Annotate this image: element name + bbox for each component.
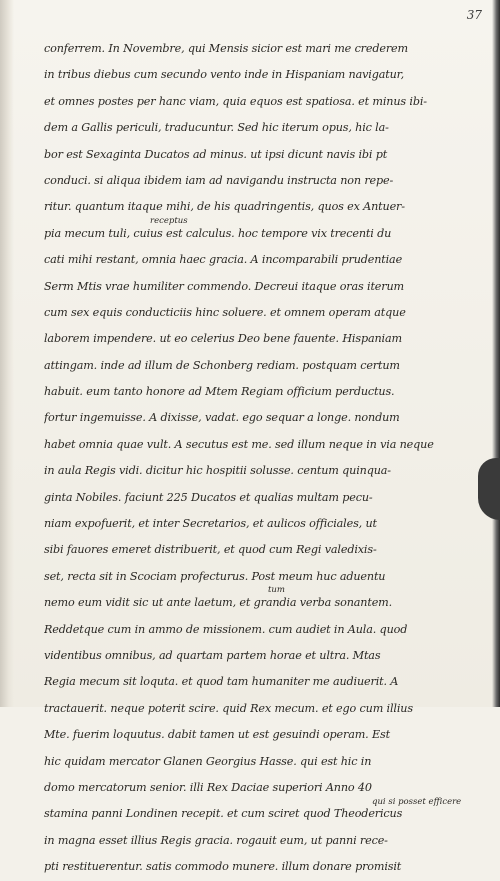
manuscript-line: sibi fauores emeret distribuerit, et quod cum Regi valedixis- — [44, 543, 377, 557]
manuscript-line: in aula Regis vidi. dicitur hic hospitii solusse. centum quinqua- — [44, 464, 391, 478]
manuscript-line: pti restituerentur. satis commodo munere. illum donare promisit — [44, 860, 402, 874]
manuscript-line: attingam. inde ad illum de Schonberg rediam. postquam certum — [44, 358, 400, 372]
manuscript-line: domo mercatorum senior. illi Rex Daciae superiori Anno 40 — [44, 780, 372, 794]
manuscript-line: nemo eum vidit sic ut ante laetum, et grandia verba sonantem. — [44, 596, 393, 610]
manuscript-line: videntibus omnibus, ad quartam partem horae et ultra. Mtas — [44, 648, 381, 662]
page-edge — [492, 0, 500, 707]
manuscript-line: laborem impendere. ut eo celerius Deo bene fauente. Hispaniam — [44, 332, 402, 346]
interlinear-note: receptus — [150, 215, 188, 226]
manuscript-line: Mte. fuerim loquutus. dabit tamen ut est gesuindi operam. Est — [44, 728, 390, 742]
manuscript-line: cati mihi restant, omnia haec gracia. A incomparabili prudentiae — [44, 253, 403, 267]
manuscript-line: et omnes postes per hanc viam, quia equos est spatiosa. et minus ibi- — [44, 94, 427, 108]
manuscript-line: stamina panni Londinen recepit. et cum sciret quod Theodericus — [44, 807, 403, 821]
folio-number: 37 — [466, 8, 482, 22]
interlinear-note: qui si posset efficere — [372, 796, 462, 807]
manuscript-line: cum sex equis conducticiis hinc soluere. et omnem operam atque — [44, 305, 406, 319]
manuscript-line: fortur ingemuisse. A dixisse, vadat. ego sequar a longe. nondum — [44, 411, 400, 425]
manuscript-line: habet omnia quae vult. A secutus est me. sed illum neque in via neque — [44, 437, 434, 451]
manuscript-line: set, recta sit in Scociam profecturus. Post meum huc aduentu — [44, 569, 386, 583]
manuscript-line: hic quidam mercator Glanen Georgius Hasse. qui est hic in — [44, 754, 372, 768]
manuscript-line: in magna esset illius Regis gracia. rogauit eum, ut panni rece- — [44, 833, 388, 847]
manuscript-line: Serm Mtis vrae humiliter commendo. Decreui itaque oras iterum — [44, 279, 404, 293]
manuscript-line: pia mecum tuli, cuius est calculus. hoc tempore vix trecenti du — [44, 226, 392, 240]
manuscript-line: dem a Gallis periculi, traducuntur. Sed hic iterum opus, hic la- — [44, 121, 389, 135]
page-edge-notch — [478, 458, 500, 520]
manuscript-line: bor est Sexaginta Ducatos ad minus. ut ipsi dicunt navis ibi pt — [44, 147, 388, 161]
handwritten-text-block — [44, 36, 472, 881]
manuscript-line: in tribus diebus cum secundo vento inde in Hispaniam navigatur, — [44, 68, 405, 82]
manuscript-line: conduci. si aliqua ibidem iam ad navigandu instructa non repe- — [44, 173, 394, 187]
interlinear-note: tum — [268, 585, 285, 596]
manuscript-line: ginta Nobiles. faciunt 225 Ducatos et qualias multam pecu- — [44, 490, 373, 504]
manuscript-line: Reddetque cum in ammo de missionem. cum audiet in Aula. quod — [44, 622, 408, 636]
manuscript-line: tractauerit. neque poterit scire. quid Rex mecum. et ego cum illius — [44, 701, 413, 715]
binding-shadow — [0, 0, 14, 707]
manuscript-line: ritur. quantum itaque mihi, de his quadringentis, quos ex Antuer- — [44, 200, 405, 214]
manuscript-line: Regia mecum sit loquta. et quod tam humaniter me audiuerit. A — [44, 675, 399, 689]
manuscript-line: niam expofuerit, et inter Secretarios, et aulicos officiales, ut — [44, 517, 377, 531]
manuscript-line: habuit. eum tanto honore ad Mtem Regiam officium perductus. — [44, 385, 395, 399]
manuscript-line: conferrem. In Novembre, qui Mensis sicior est mari me crederem — [44, 42, 408, 55]
